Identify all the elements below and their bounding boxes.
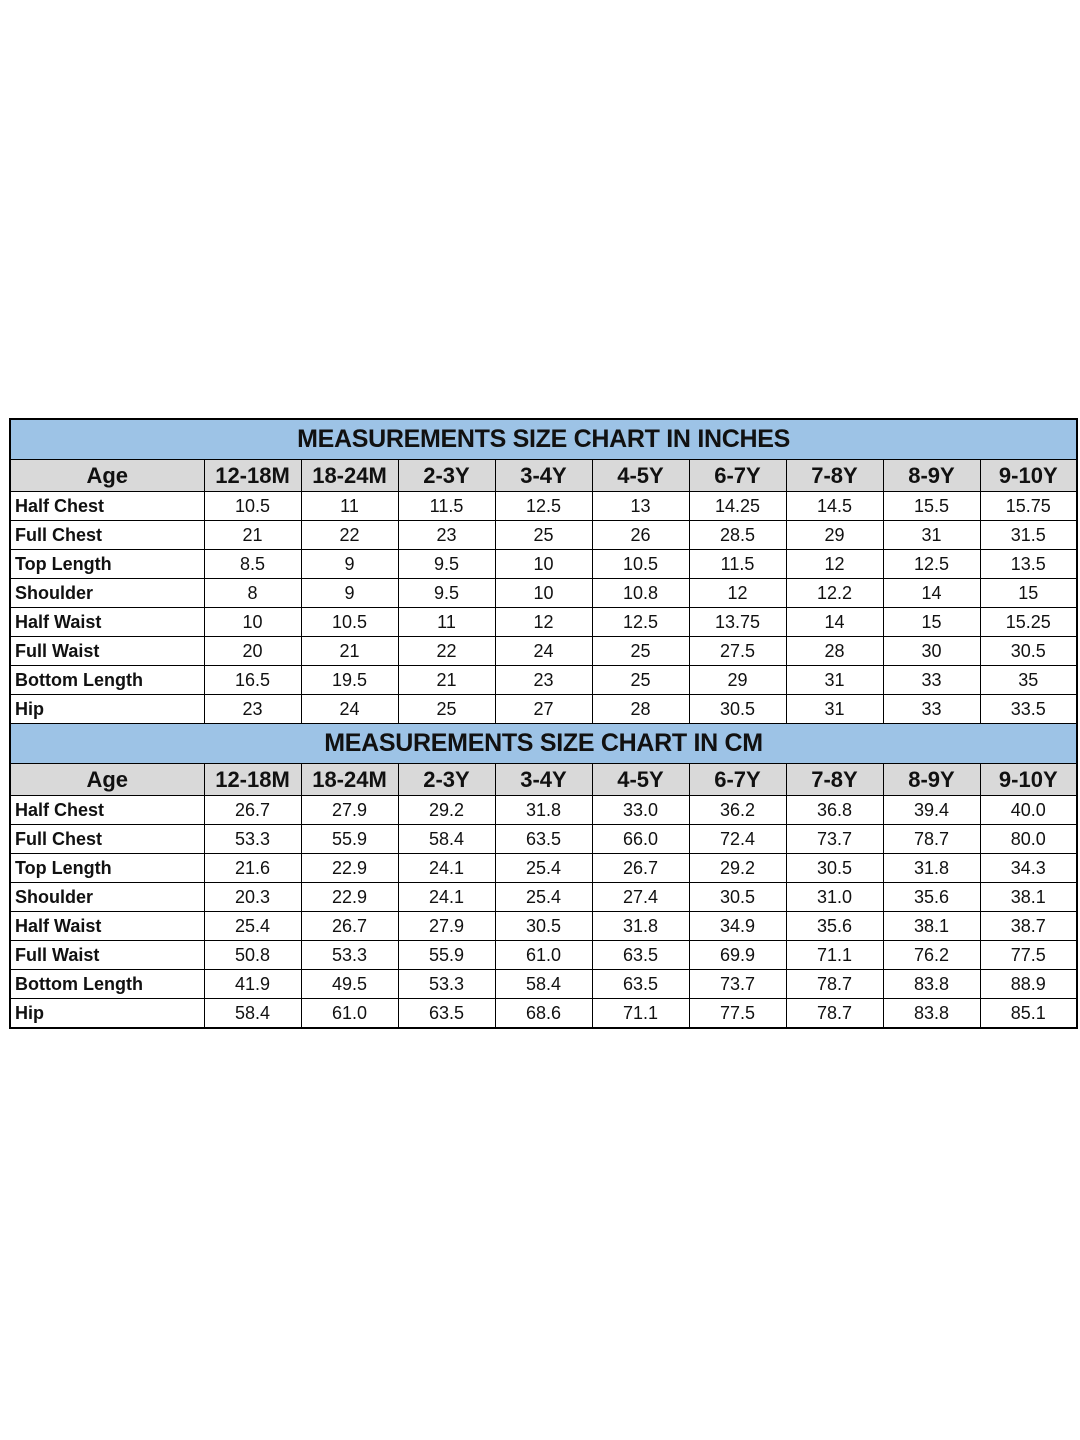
table-row-inches [10, 608, 1077, 637]
table-row-inches [10, 579, 1077, 608]
row-label-inches: Shoulder [10, 579, 204, 608]
header-age-cm: Age [10, 764, 204, 796]
value-cell-inches: 14 [883, 579, 980, 608]
value-cell-inches: 22 [301, 521, 398, 550]
value-cell-cm: 30.5 [689, 883, 786, 912]
table-row-inches [10, 550, 1077, 579]
value-cell-inches: 25 [592, 637, 689, 666]
value-cell-inches: 25 [592, 666, 689, 695]
value-cell-cm: 25.4 [204, 912, 301, 941]
column-header-cm: 12-18M [204, 764, 301, 796]
value-cell-cm: 63.5 [592, 970, 689, 999]
value-cell-inches: 10 [495, 550, 592, 579]
value-cell-inches: 21 [204, 521, 301, 550]
value-cell-inches: 31 [786, 695, 883, 724]
value-cell-cm: 69.9 [689, 941, 786, 970]
value-cell-inches: 27.5 [689, 637, 786, 666]
column-header-cm: 18-24M [301, 764, 398, 796]
value-cell-inches: 10 [495, 579, 592, 608]
value-cell-cm: 85.1 [980, 999, 1077, 1029]
value-cell-cm: 25.4 [495, 854, 592, 883]
value-cell-inches: 10.5 [592, 550, 689, 579]
value-cell-inches: 14.25 [689, 492, 786, 521]
table-row-cm [10, 854, 1077, 883]
column-header-inches: 8-9Y [883, 460, 980, 492]
value-cell-inches: 31 [786, 666, 883, 695]
value-cell-cm: 26.7 [204, 796, 301, 825]
column-header-inches: 9-10Y [980, 460, 1077, 492]
row-label-inches: Half Waist [10, 608, 204, 637]
row-label-cm: Shoulder [10, 883, 204, 912]
value-cell-inches: 12 [689, 579, 786, 608]
value-cell-inches: 24 [301, 695, 398, 724]
value-cell-inches: 33 [883, 666, 980, 695]
table-row-cm [10, 883, 1077, 912]
table-row-cm [10, 912, 1077, 941]
value-cell-cm: 58.4 [398, 825, 495, 854]
value-cell-inches: 28 [592, 695, 689, 724]
value-cell-cm: 24.1 [398, 854, 495, 883]
value-cell-cm: 72.4 [689, 825, 786, 854]
value-cell-cm: 63.5 [592, 941, 689, 970]
value-cell-inches: 23 [204, 695, 301, 724]
value-cell-inches: 10.5 [301, 608, 398, 637]
row-label-cm: Full Waist [10, 941, 204, 970]
table-row-inches [10, 521, 1077, 550]
value-cell-inches: 9.5 [398, 579, 495, 608]
column-header-inches: 3-4Y [495, 460, 592, 492]
column-header-cm: 9-10Y [980, 764, 1077, 796]
value-cell-cm: 35.6 [883, 883, 980, 912]
value-cell-cm: 55.9 [398, 941, 495, 970]
column-header-inches: 4-5Y [592, 460, 689, 492]
value-cell-inches: 12.5 [495, 492, 592, 521]
value-cell-inches: 10 [204, 608, 301, 637]
table-row-inches [10, 492, 1077, 521]
value-cell-inches: 14.5 [786, 492, 883, 521]
value-cell-inches: 20 [204, 637, 301, 666]
value-cell-cm: 30.5 [786, 854, 883, 883]
value-cell-cm: 41.9 [204, 970, 301, 999]
value-cell-cm: 35.6 [786, 912, 883, 941]
table-row-inches [10, 666, 1077, 695]
value-cell-inches: 33 [883, 695, 980, 724]
value-cell-cm: 38.1 [980, 883, 1077, 912]
value-cell-cm: 26.7 [592, 854, 689, 883]
row-label-inches: Full Waist [10, 637, 204, 666]
value-cell-inches: 15 [883, 608, 980, 637]
value-cell-inches: 26 [592, 521, 689, 550]
value-cell-cm: 50.8 [204, 941, 301, 970]
column-header-cm: 2-3Y [398, 764, 495, 796]
value-cell-cm: 22.9 [301, 854, 398, 883]
row-label-inches: Full Chest [10, 521, 204, 550]
value-cell-cm: 31.8 [495, 796, 592, 825]
value-cell-cm: 25.4 [495, 883, 592, 912]
size-chart-table [9, 418, 1078, 1029]
value-cell-inches: 11.5 [398, 492, 495, 521]
value-cell-cm: 31.8 [592, 912, 689, 941]
value-cell-cm: 53.3 [398, 970, 495, 999]
value-cell-inches: 16.5 [204, 666, 301, 695]
table-row-cm [10, 970, 1077, 999]
column-header-cm: 6-7Y [689, 764, 786, 796]
value-cell-inches: 13.5 [980, 550, 1077, 579]
value-cell-cm: 61.0 [495, 941, 592, 970]
value-cell-inches: 25 [398, 695, 495, 724]
value-cell-cm: 33.0 [592, 796, 689, 825]
value-cell-inches: 29 [689, 666, 786, 695]
column-header-cm: 3-4Y [495, 764, 592, 796]
row-label-inches: Top Length [10, 550, 204, 579]
table-row-inches [10, 695, 1077, 724]
value-cell-cm: 78.7 [883, 825, 980, 854]
value-cell-inches: 24 [495, 637, 592, 666]
value-cell-inches: 12.5 [883, 550, 980, 579]
value-cell-cm: 27.4 [592, 883, 689, 912]
value-cell-inches: 35 [980, 666, 1077, 695]
value-cell-inches: 29 [786, 521, 883, 550]
value-cell-cm: 63.5 [495, 825, 592, 854]
chart-title-cm: MEASUREMENTS SIZE CHART IN CM [10, 724, 1077, 764]
value-cell-cm: 20.3 [204, 883, 301, 912]
value-cell-cm: 73.7 [786, 825, 883, 854]
value-cell-inches: 30.5 [980, 637, 1077, 666]
table-row-cm [10, 999, 1077, 1029]
value-cell-inches: 11 [301, 492, 398, 521]
size-chart [9, 418, 1077, 1029]
value-cell-inches: 25 [495, 521, 592, 550]
value-cell-inches: 13.75 [689, 608, 786, 637]
value-cell-inches: 10.8 [592, 579, 689, 608]
value-cell-cm: 58.4 [204, 999, 301, 1029]
value-cell-cm: 34.3 [980, 854, 1077, 883]
column-header-inches: 6-7Y [689, 460, 786, 492]
value-cell-cm: 22.9 [301, 883, 398, 912]
value-cell-cm: 30.5 [495, 912, 592, 941]
row-label-cm: Half Waist [10, 912, 204, 941]
value-cell-inches: 27 [495, 695, 592, 724]
value-cell-inches: 21 [301, 637, 398, 666]
value-cell-inches: 30.5 [689, 695, 786, 724]
header-row-inches [10, 460, 1077, 492]
value-cell-cm: 88.9 [980, 970, 1077, 999]
row-label-inches: Hip [10, 695, 204, 724]
value-cell-inches: 12.5 [592, 608, 689, 637]
value-cell-cm: 78.7 [786, 970, 883, 999]
value-cell-cm: 36.2 [689, 796, 786, 825]
value-cell-cm: 27.9 [301, 796, 398, 825]
column-header-inches: 7-8Y [786, 460, 883, 492]
value-cell-inches: 8.5 [204, 550, 301, 579]
value-cell-inches: 21 [398, 666, 495, 695]
column-header-inches: 2-3Y [398, 460, 495, 492]
value-cell-cm: 53.3 [301, 941, 398, 970]
value-cell-cm: 83.8 [883, 970, 980, 999]
value-cell-cm: 24.1 [398, 883, 495, 912]
value-cell-inches: 31.5 [980, 521, 1077, 550]
row-label-cm: Half Chest [10, 796, 204, 825]
row-label-cm: Full Chest [10, 825, 204, 854]
value-cell-inches: 9 [301, 550, 398, 579]
value-cell-inches: 14 [786, 608, 883, 637]
value-cell-inches: 12.2 [786, 579, 883, 608]
value-cell-cm: 68.6 [495, 999, 592, 1029]
value-cell-cm: 76.2 [883, 941, 980, 970]
value-cell-inches: 28 [786, 637, 883, 666]
value-cell-cm: 31.0 [786, 883, 883, 912]
value-cell-cm: 53.3 [204, 825, 301, 854]
value-cell-inches: 23 [398, 521, 495, 550]
value-cell-inches: 28.5 [689, 521, 786, 550]
value-cell-cm: 61.0 [301, 999, 398, 1029]
value-cell-cm: 29.2 [398, 796, 495, 825]
value-cell-cm: 58.4 [495, 970, 592, 999]
value-cell-inches: 13 [592, 492, 689, 521]
column-header-cm: 8-9Y [883, 764, 980, 796]
row-label-inches: Half Chest [10, 492, 204, 521]
header-row-cm [10, 764, 1077, 796]
value-cell-inches: 19.5 [301, 666, 398, 695]
table-row-inches [10, 637, 1077, 666]
value-cell-cm: 55.9 [301, 825, 398, 854]
value-cell-cm: 39.4 [883, 796, 980, 825]
column-header-inches: 18-24M [301, 460, 398, 492]
header-age-inches: Age [10, 460, 204, 492]
value-cell-inches: 11 [398, 608, 495, 637]
value-cell-cm: 63.5 [398, 999, 495, 1029]
row-label-cm: Hip [10, 999, 204, 1029]
title-row-cm [10, 724, 1077, 764]
value-cell-cm: 31.8 [883, 854, 980, 883]
value-cell-inches: 9 [301, 579, 398, 608]
value-cell-cm: 77.5 [980, 941, 1077, 970]
value-cell-cm: 29.2 [689, 854, 786, 883]
chart-title-inches: MEASUREMENTS SIZE CHART IN INCHES [10, 419, 1077, 460]
value-cell-inches: 22 [398, 637, 495, 666]
row-label-cm: Top Length [10, 854, 204, 883]
value-cell-cm: 66.0 [592, 825, 689, 854]
value-cell-cm: 40.0 [980, 796, 1077, 825]
value-cell-cm: 77.5 [689, 999, 786, 1029]
value-cell-cm: 38.1 [883, 912, 980, 941]
value-cell-cm: 38.7 [980, 912, 1077, 941]
value-cell-inches: 31 [883, 521, 980, 550]
value-cell-cm: 21.6 [204, 854, 301, 883]
value-cell-cm: 36.8 [786, 796, 883, 825]
column-header-cm: 7-8Y [786, 764, 883, 796]
value-cell-cm: 34.9 [689, 912, 786, 941]
value-cell-cm: 49.5 [301, 970, 398, 999]
table-row-cm [10, 941, 1077, 970]
table-row-cm [10, 825, 1077, 854]
value-cell-inches: 11.5 [689, 550, 786, 579]
value-cell-cm: 27.9 [398, 912, 495, 941]
value-cell-inches: 15.25 [980, 608, 1077, 637]
value-cell-inches: 15.5 [883, 492, 980, 521]
column-header-cm: 4-5Y [592, 764, 689, 796]
column-header-inches: 12-18M [204, 460, 301, 492]
value-cell-inches: 15.75 [980, 492, 1077, 521]
value-cell-inches: 12 [786, 550, 883, 579]
value-cell-cm: 26.7 [301, 912, 398, 941]
value-cell-inches: 9.5 [398, 550, 495, 579]
value-cell-cm: 71.1 [786, 941, 883, 970]
value-cell-inches: 33.5 [980, 695, 1077, 724]
value-cell-inches: 10.5 [204, 492, 301, 521]
row-label-cm: Bottom Length [10, 970, 204, 999]
table-row-cm [10, 796, 1077, 825]
value-cell-cm: 83.8 [883, 999, 980, 1029]
value-cell-inches: 15 [980, 579, 1077, 608]
value-cell-inches: 23 [495, 666, 592, 695]
value-cell-cm: 78.7 [786, 999, 883, 1029]
value-cell-inches: 30 [883, 637, 980, 666]
row-label-inches: Bottom Length [10, 666, 204, 695]
value-cell-cm: 73.7 [689, 970, 786, 999]
table-body [10, 419, 1077, 1028]
value-cell-cm: 80.0 [980, 825, 1077, 854]
value-cell-inches: 12 [495, 608, 592, 637]
value-cell-inches: 8 [204, 579, 301, 608]
value-cell-cm: 71.1 [592, 999, 689, 1029]
title-row-inches [10, 419, 1077, 460]
